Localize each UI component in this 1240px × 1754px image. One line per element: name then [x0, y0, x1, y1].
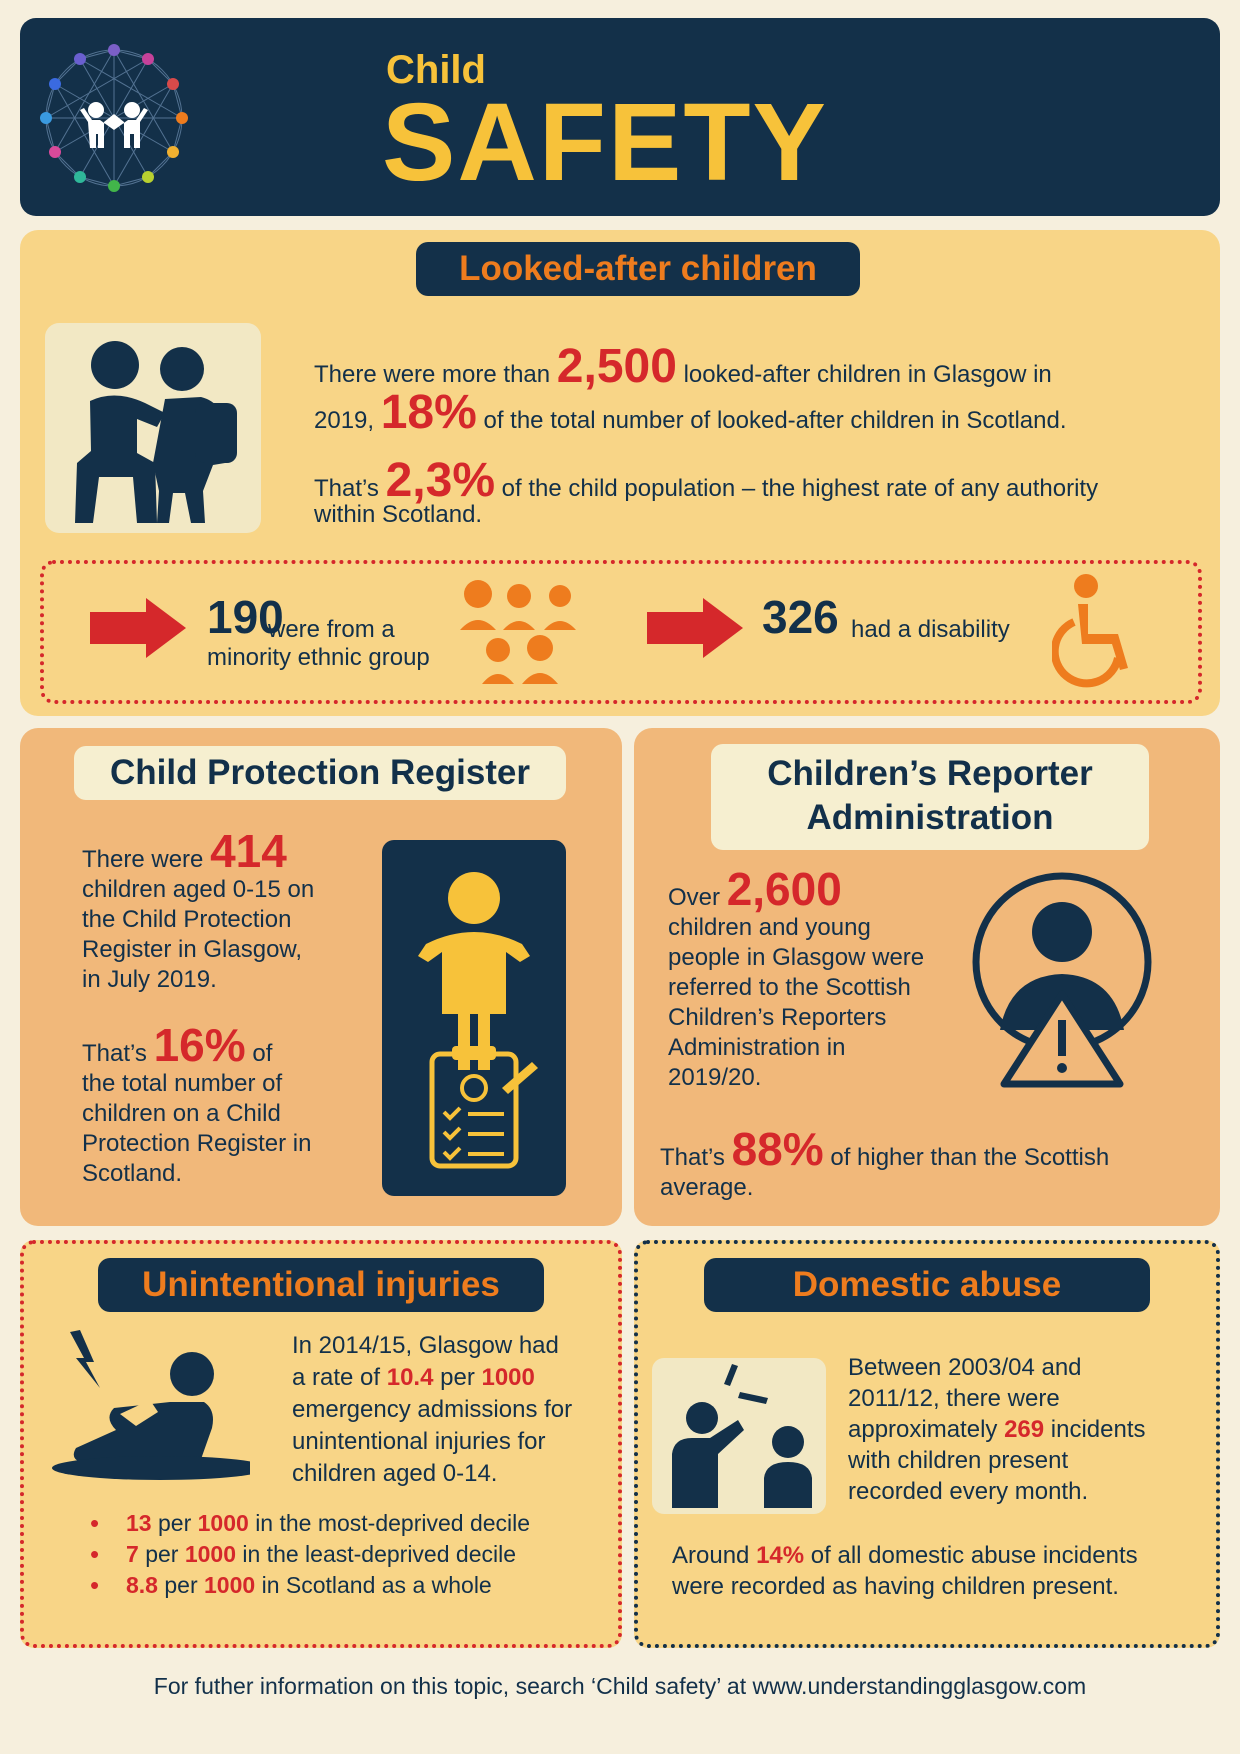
child-population-pct: 2,3% — [385, 454, 495, 507]
injuries-list — [82, 1508, 602, 1601]
domestic-pct: 14% — [756, 1542, 805, 1569]
diverse-people-icon — [458, 578, 580, 686]
looked-after-para-2b: within Scotland. — [314, 501, 483, 528]
cpr-para-2: That’s 16% of the total number of children on a Child Protection Register in Scotland. — [82, 1019, 312, 1187]
children-network-logo-icon — [34, 38, 194, 198]
domestic-para-1: Between 2003/04 and 2011/12, there were approximately 269 incidents with children present recorded every month. — [848, 1354, 1146, 1505]
cpr-para-1: There were 414 children aged 0-15 on the Child Protection Register in Glasgow, in July 2019. — [82, 825, 315, 993]
looked-after-pct: 18% — [380, 386, 477, 439]
injuries-para: In 2014/15, Glasgow had a rate of 10.4 per 1000 emergency admissions for unintentional injuries for children aged 0-14. — [292, 1332, 573, 1487]
footer-text: For futher information on this topic, search ‘Child safety’ at www.understandingglasgow.com — [153, 1673, 1087, 1699]
list-item: • 13 per 1000 in the most-deprived decile — [82, 1508, 602, 1539]
looked-after-para-1b: 2019, 18% of the total number of looked-after children in Scotland. — [314, 386, 1067, 439]
looked-after-heading: Looked-after children — [416, 242, 860, 296]
cpr-pct: 16% — [153, 1019, 246, 1071]
incident-count: 269 — [1004, 1416, 1045, 1443]
reporter-pct: 88% — [731, 1123, 824, 1175]
reporter-para-1: Over 2,600 children and young people in Glasgow were referred to the Scottish Children’s Reporters Administration in 2019/20. — [668, 863, 925, 1091]
title-small: Child — [386, 48, 486, 92]
minority-text-1: were from a — [268, 616, 395, 643]
reporter-heading: Children’s Reporter Administration — [711, 744, 1149, 850]
child-figure-icon — [382, 840, 566, 1196]
looked-after-para-1: There were more than 2,500 looked-after children in Glasgow in — [314, 340, 1052, 393]
cpr-icon-card — [382, 840, 566, 1196]
domestic-para-2: Around 14% of all domestic abuse incidents were recorded as having children present. — [672, 1542, 1138, 1600]
cpr-heading: Child Protection Register — [74, 746, 566, 800]
carer-child-icon — [45, 323, 261, 533]
shouting-adult-icon — [652, 1358, 826, 1514]
injury-rate: 10.4 — [386, 1364, 434, 1391]
injured-child-icon — [40, 1322, 250, 1482]
minority-count: 190 — [207, 591, 284, 643]
person-warning-icon — [970, 870, 1154, 1090]
injuries-heading: Unintentional injuries — [98, 1258, 544, 1312]
looked-after-count: 2,500 — [556, 340, 677, 393]
list-item: • 8.8 per 1000 in Scotland as a whole — [82, 1570, 602, 1601]
list-item: • 7 per 1000 in the least-deprived decile — [82, 1539, 602, 1570]
reporter-count: 2,600 — [726, 863, 842, 915]
looked-after-para-2: That’s 2,3% of the child population – the highest rate of any authority — [314, 454, 1099, 507]
page-title: SAFETY — [382, 81, 828, 204]
wheelchair-icon — [1052, 572, 1142, 690]
domestic-heading: Domestic abuse — [704, 1258, 1150, 1312]
disability-count: 326 — [762, 591, 839, 643]
disability-text: had a disability — [851, 616, 1010, 643]
reporter-para-2: That’s 88% of higher than the Scottish average. — [660, 1123, 1110, 1201]
cpr-count: 414 — [210, 825, 287, 877]
arrow-right-icon-2 — [645, 598, 745, 658]
arrow-right-icon — [88, 598, 188, 658]
minority-text-2: minority ethnic group — [207, 644, 430, 671]
